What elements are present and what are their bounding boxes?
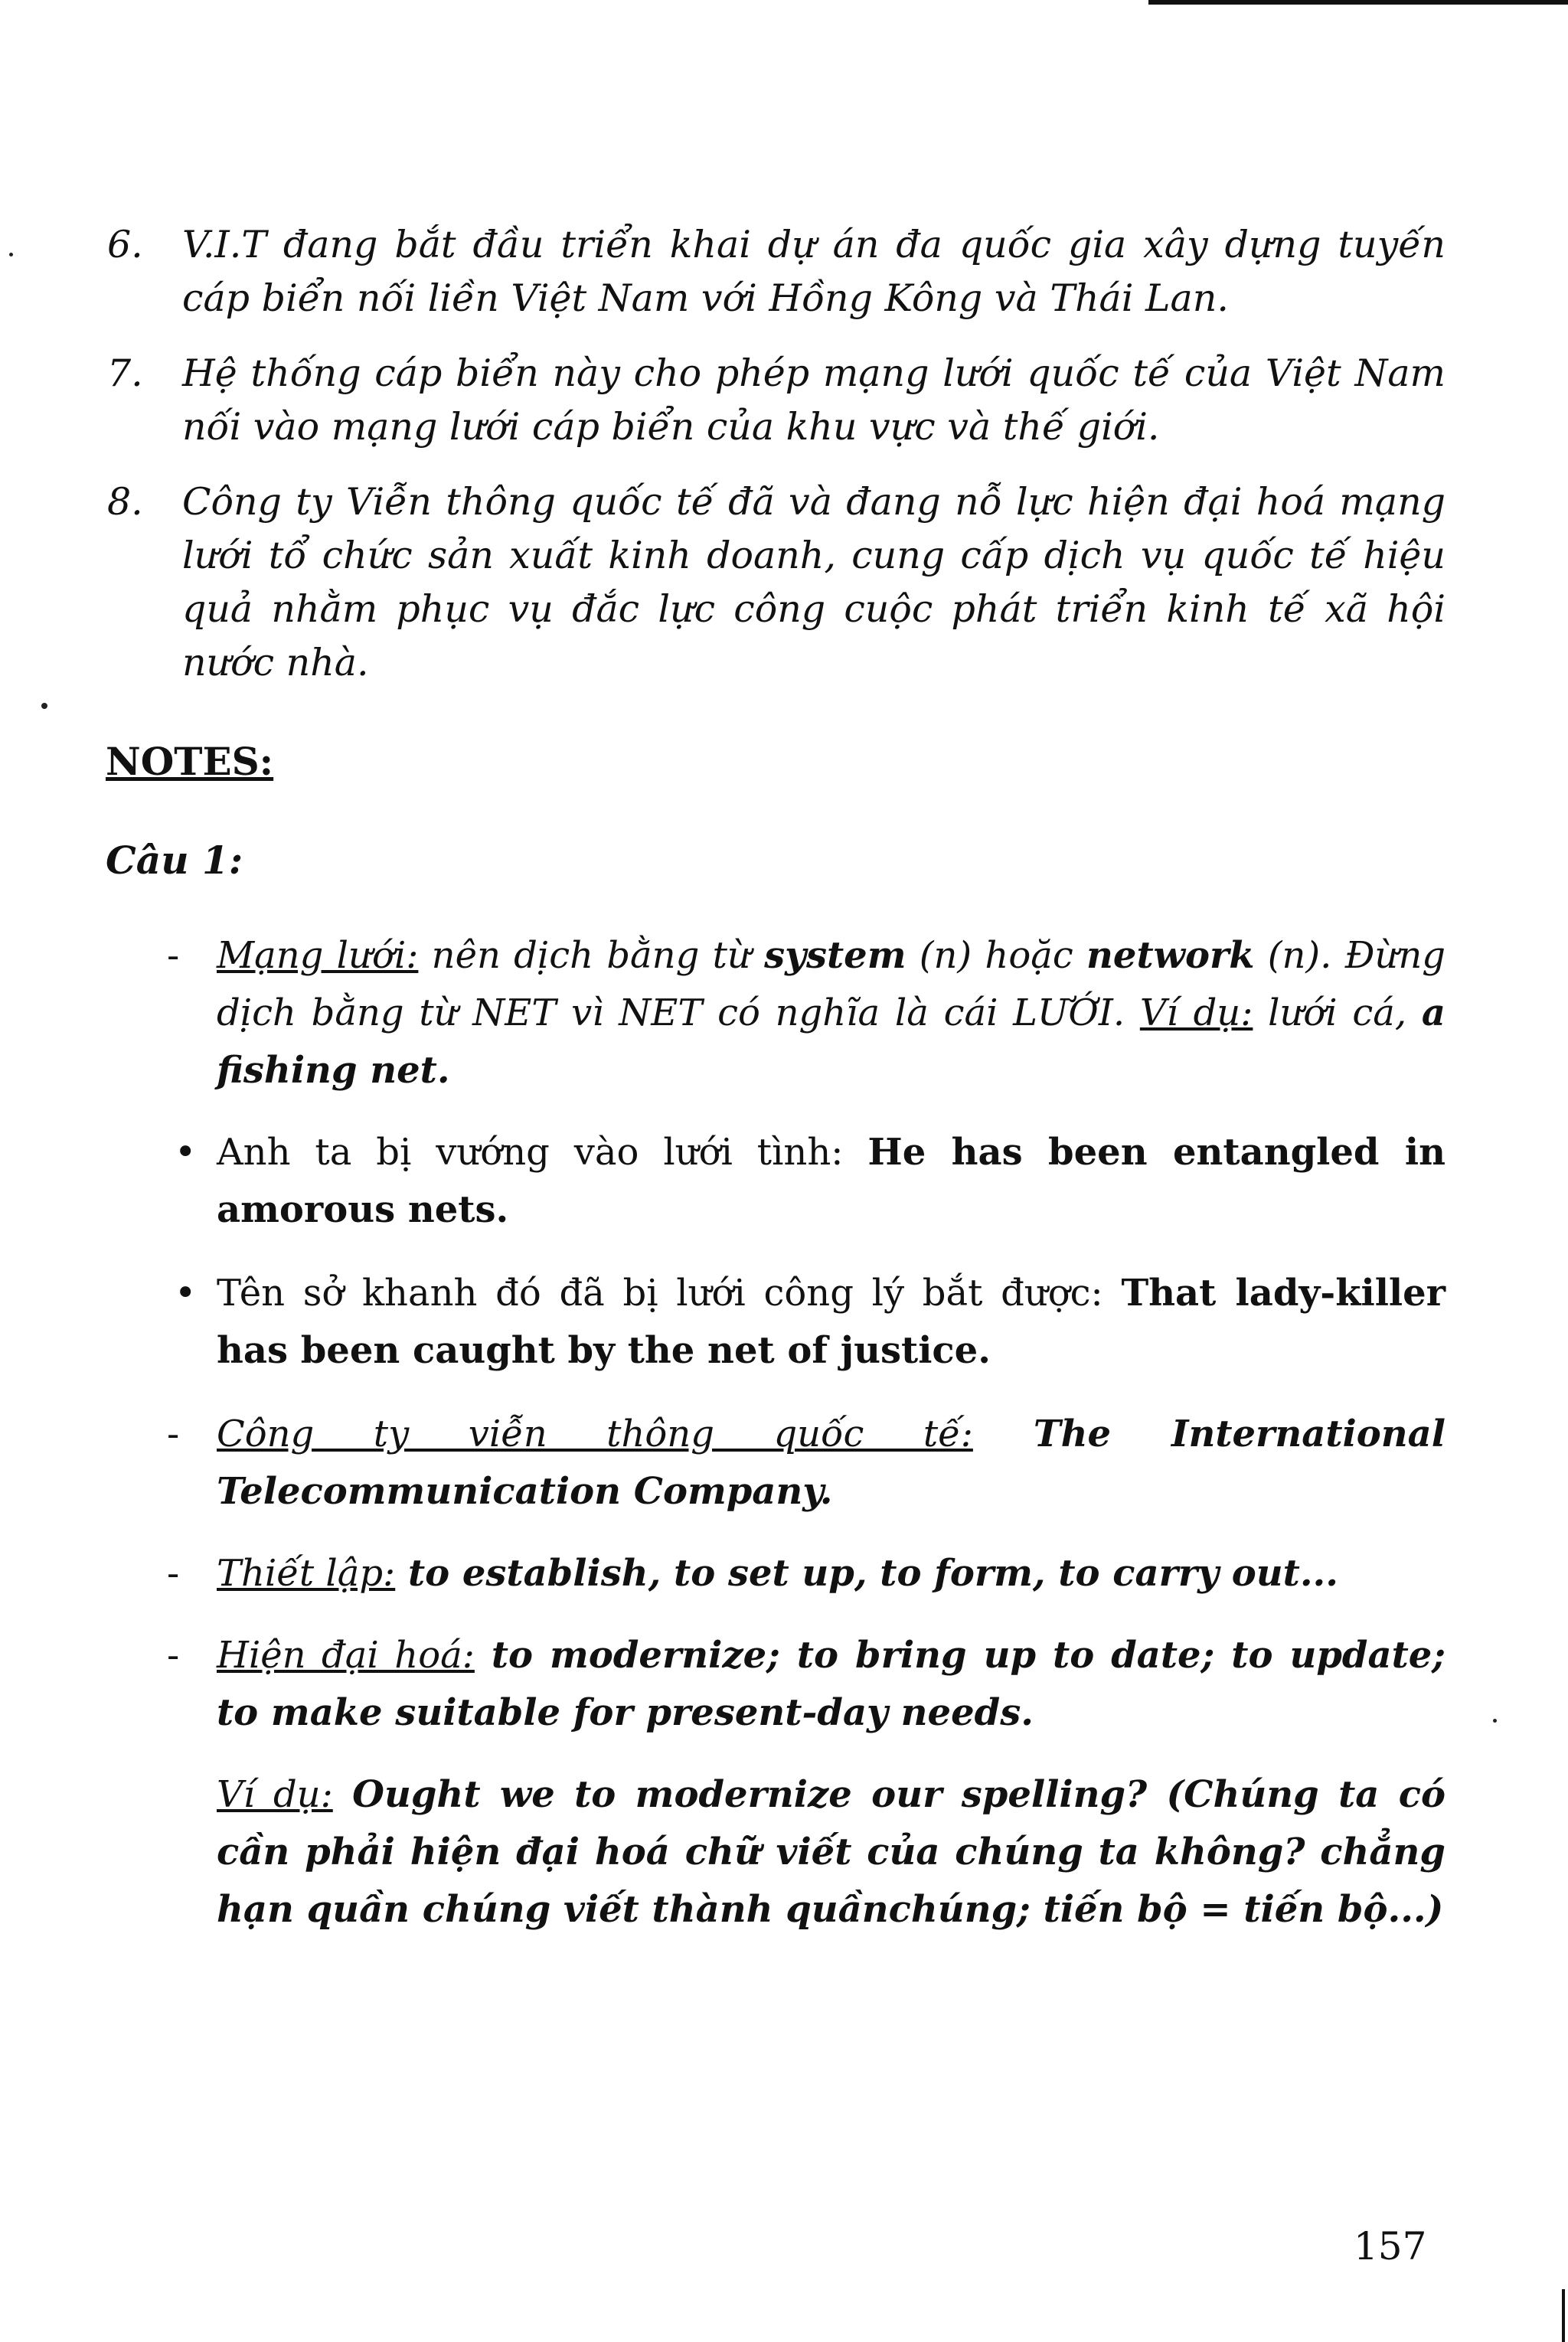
term-label: Thiết lập: xyxy=(217,1552,396,1595)
right-edge-rule xyxy=(1562,2289,1565,2342)
term-definition: to establish, to set up, to form, to carry out... xyxy=(395,1552,1338,1595)
term-label: Hiện đại hoá: xyxy=(217,1634,475,1677)
note-text: (n) hoặc xyxy=(906,934,1087,977)
item-text: V.I.T đang bắt đầu triển khai dự án đa quốc gia xây dựng tuyến cáp biển nối liền Việt Nam với Hồng Kông và Thái Lan. xyxy=(182,223,1446,320)
english-term: a fishing net. xyxy=(217,991,1446,1092)
margin-speck xyxy=(1493,1719,1497,1723)
top-rule xyxy=(1148,0,1568,5)
note-term xyxy=(106,1406,1446,1521)
vietnamese-text: Anh ta bị vướng vào lưới tình: xyxy=(217,1131,868,1174)
term-definition: The International Telecommunication Company. xyxy=(217,1413,1446,1513)
margin-speck xyxy=(9,253,13,256)
item-number: 7. xyxy=(107,351,143,395)
note-text: lưới cá, xyxy=(1253,991,1422,1034)
item-text: Hệ thống cáp biển này cho phép mạng lưới quốc tế của Việt Nam nối vào mạng lưới cáp biển của khu vực và thế giới. xyxy=(182,351,1446,449)
vietnamese-text: Tên sở khanh đó đã bị lưới công lý bắt được: xyxy=(217,1272,1122,1315)
example-label: Ví dụ: xyxy=(1139,991,1253,1034)
notes-heading: NOTES: xyxy=(106,739,274,784)
bullet-marker: • xyxy=(175,1272,197,1315)
dash-marker: - xyxy=(167,1552,180,1595)
page-content xyxy=(106,218,1446,1939)
note-mang-luoi xyxy=(106,927,1446,1099)
term-definition: to modernize; to bring up to date; to update; to make suitable for present-day needs. xyxy=(217,1634,1446,1734)
term-label: Mạng lưới: xyxy=(217,934,419,977)
item-text: Công ty Viễn thông quốc tế đã và đang nỗ lực hiện đại hoá mạng lưới tổ chức sản xuất kinh doanh, cung cấp dịch vụ quốc tế hiệu quả nhằm phục vụ đắc lực công cuộc phát triển kinh tế xã hội nước nhà. xyxy=(182,480,1446,684)
note-term xyxy=(106,1627,1446,1742)
dash-marker: - xyxy=(167,1634,180,1677)
note-text: (n). Đừng dịch bằng từ NET vì NET có nghĩa là cái LƯỚI. xyxy=(217,934,1446,1034)
question-heading: Câu 1: xyxy=(106,838,243,883)
page-number: 157 xyxy=(1354,2224,1427,2269)
dash-marker: - xyxy=(167,934,180,977)
example-label: Ví dụ: xyxy=(217,1773,333,1816)
bullet-example xyxy=(106,1124,1446,1239)
numbered-item-8 xyxy=(106,475,1446,690)
note-text: nên dịch bằng từ xyxy=(418,934,765,977)
example-paragraph xyxy=(106,1766,1446,1939)
item-number: 8. xyxy=(107,480,143,524)
dash-marker: - xyxy=(167,1413,180,1455)
english-term: system xyxy=(764,934,906,977)
english-term: network xyxy=(1086,934,1255,977)
numbered-item-7 xyxy=(106,347,1446,454)
bullet-example xyxy=(106,1265,1446,1380)
bullet-marker: • xyxy=(175,1131,197,1174)
english-text: He has been entangled in amorous nets. xyxy=(217,1131,1446,1231)
margin-speck xyxy=(41,703,47,709)
note-term xyxy=(106,1545,1446,1602)
example-text: Ought we to modernize our spelling? (Chúng ta có cần phải hiện đại hoá chữ viết của chúng ta không? chẳng hạn quần chúng viết thành quầnchúng; tiến bộ = tiến bộ...) xyxy=(217,1773,1446,1931)
numbered-item-6 xyxy=(106,218,1446,325)
term-label: Công ty viễn thông quốc tế: xyxy=(217,1413,973,1455)
item-number: 6. xyxy=(107,223,143,266)
english-text: That lady-killer has been caught by the net of justice. xyxy=(217,1272,1446,1372)
